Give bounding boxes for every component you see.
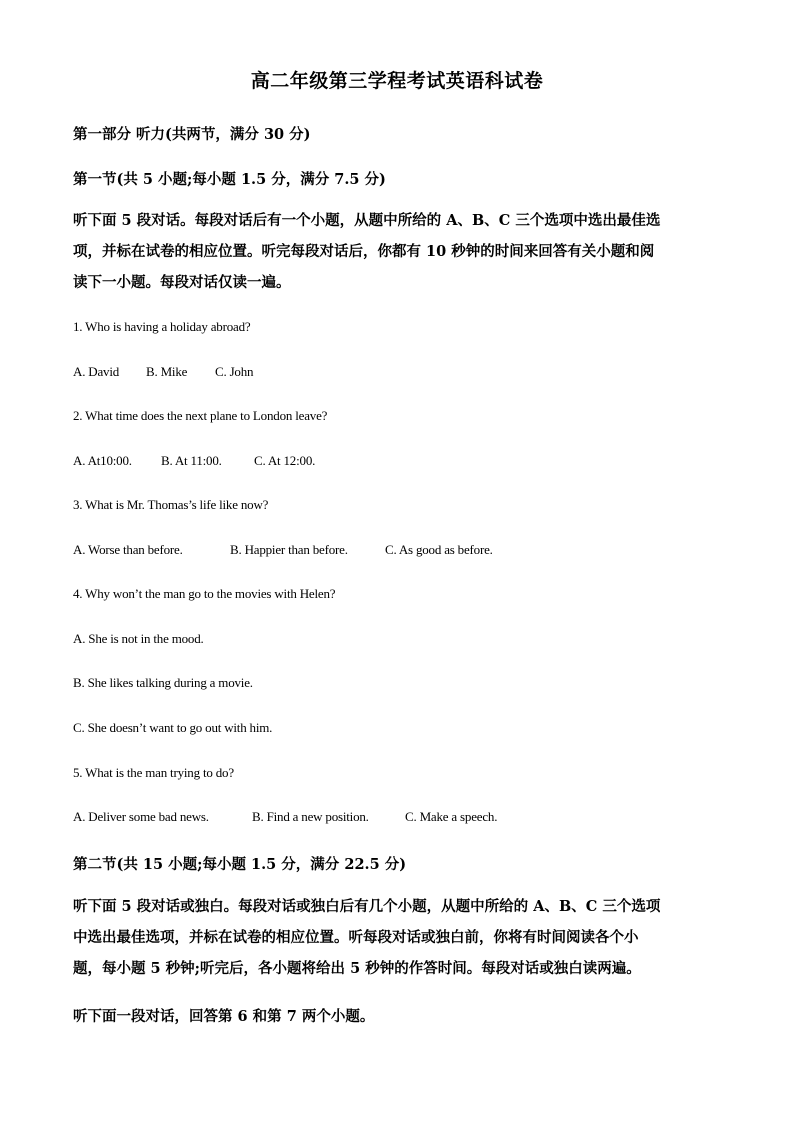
- question-3-stem: 3. What is Mr. Thomas’s life like now?: [73, 497, 269, 512]
- option-a: A. Deliver some bad news.: [73, 809, 209, 824]
- question-2-options: [73, 453, 315, 469]
- instruction-line: 项，并标在试卷的相应位置。听完每段对话后，你都有 10 秒钟的时间来回答有关小题和阅: [73, 243, 655, 260]
- instruction-line: 题，每小题 5 秒钟;听完后，各小题将给出 5 秒钟的作答时间。每段对话或独白读两遍。: [73, 960, 641, 977]
- question-3-options: [73, 542, 493, 558]
- option-a: A. David: [73, 364, 120, 379]
- question-4-stem: 4. Why won’t the man go to the movies with Helen?: [73, 586, 336, 601]
- question-1-options: [73, 364, 253, 380]
- question-4-option-c: C. She doesn’t want to go out with him.: [73, 720, 273, 735]
- section2-heading: 第二节(共 15 小题;每小题 1.5 分，满分 22.5 分): [73, 856, 407, 873]
- option-c: C. John: [215, 364, 254, 379]
- instruction-line: 中选出最佳选项，并标在试卷的相应位置。听每段对话或独白前，你将有时间阅读各个小: [73, 929, 639, 946]
- option-c: C. Make a speech.: [405, 809, 498, 824]
- question-4-option-a: A. She is not in the mood.: [73, 631, 204, 646]
- question-2-stem: 2. What time does the next plane to London leave?: [73, 408, 328, 423]
- option-b: B. Happier than before.: [230, 542, 348, 557]
- instruction-line: 读下一小题。每段对话仅读一遍。: [73, 274, 291, 291]
- option-b: B. At 11:00.: [161, 453, 222, 468]
- option-c: C. As good as before.: [385, 542, 493, 557]
- question-5-options: [73, 809, 497, 825]
- instruction-line: 听下面 5 段对话或独白。每段对话或独白后有几个小题，从题中所给的 A、B、C 三个选项: [73, 898, 661, 915]
- option-c: C. At 12:00.: [254, 453, 316, 468]
- option-b: B. Find a new position.: [252, 809, 369, 824]
- option-a: A. Worse than before.: [73, 542, 183, 557]
- section1-instructions: [73, 205, 721, 298]
- question-1-stem: 1. Who is having a holiday abroad?: [73, 319, 251, 334]
- question-5-stem: 5. What is the man trying to do?: [73, 765, 234, 780]
- section1-heading: 第一节(共 5 小题;每小题 1.5 分，满分 7.5 分): [73, 171, 386, 188]
- exam-title: 高二年级第三学程考试英语科试卷: [250, 70, 544, 92]
- option-b: B. Mike: [146, 364, 188, 379]
- dialogue-lead: 听下面一段对话，回答第 6 和第 7 两个小题。: [73, 1008, 375, 1025]
- option-a: A. At10:00.: [73, 453, 132, 468]
- instruction-line: 听下面 5 段对话。每段对话后有一个小题，从题中所给的 A、B、C 三个选项中选出最佳选: [73, 212, 661, 229]
- part1-heading: 第一部分 听力(共两节，满分 30 分): [73, 126, 311, 143]
- question-4-option-b: B. She likes talking during a movie.: [73, 675, 253, 690]
- section2-instructions: [73, 891, 721, 984]
